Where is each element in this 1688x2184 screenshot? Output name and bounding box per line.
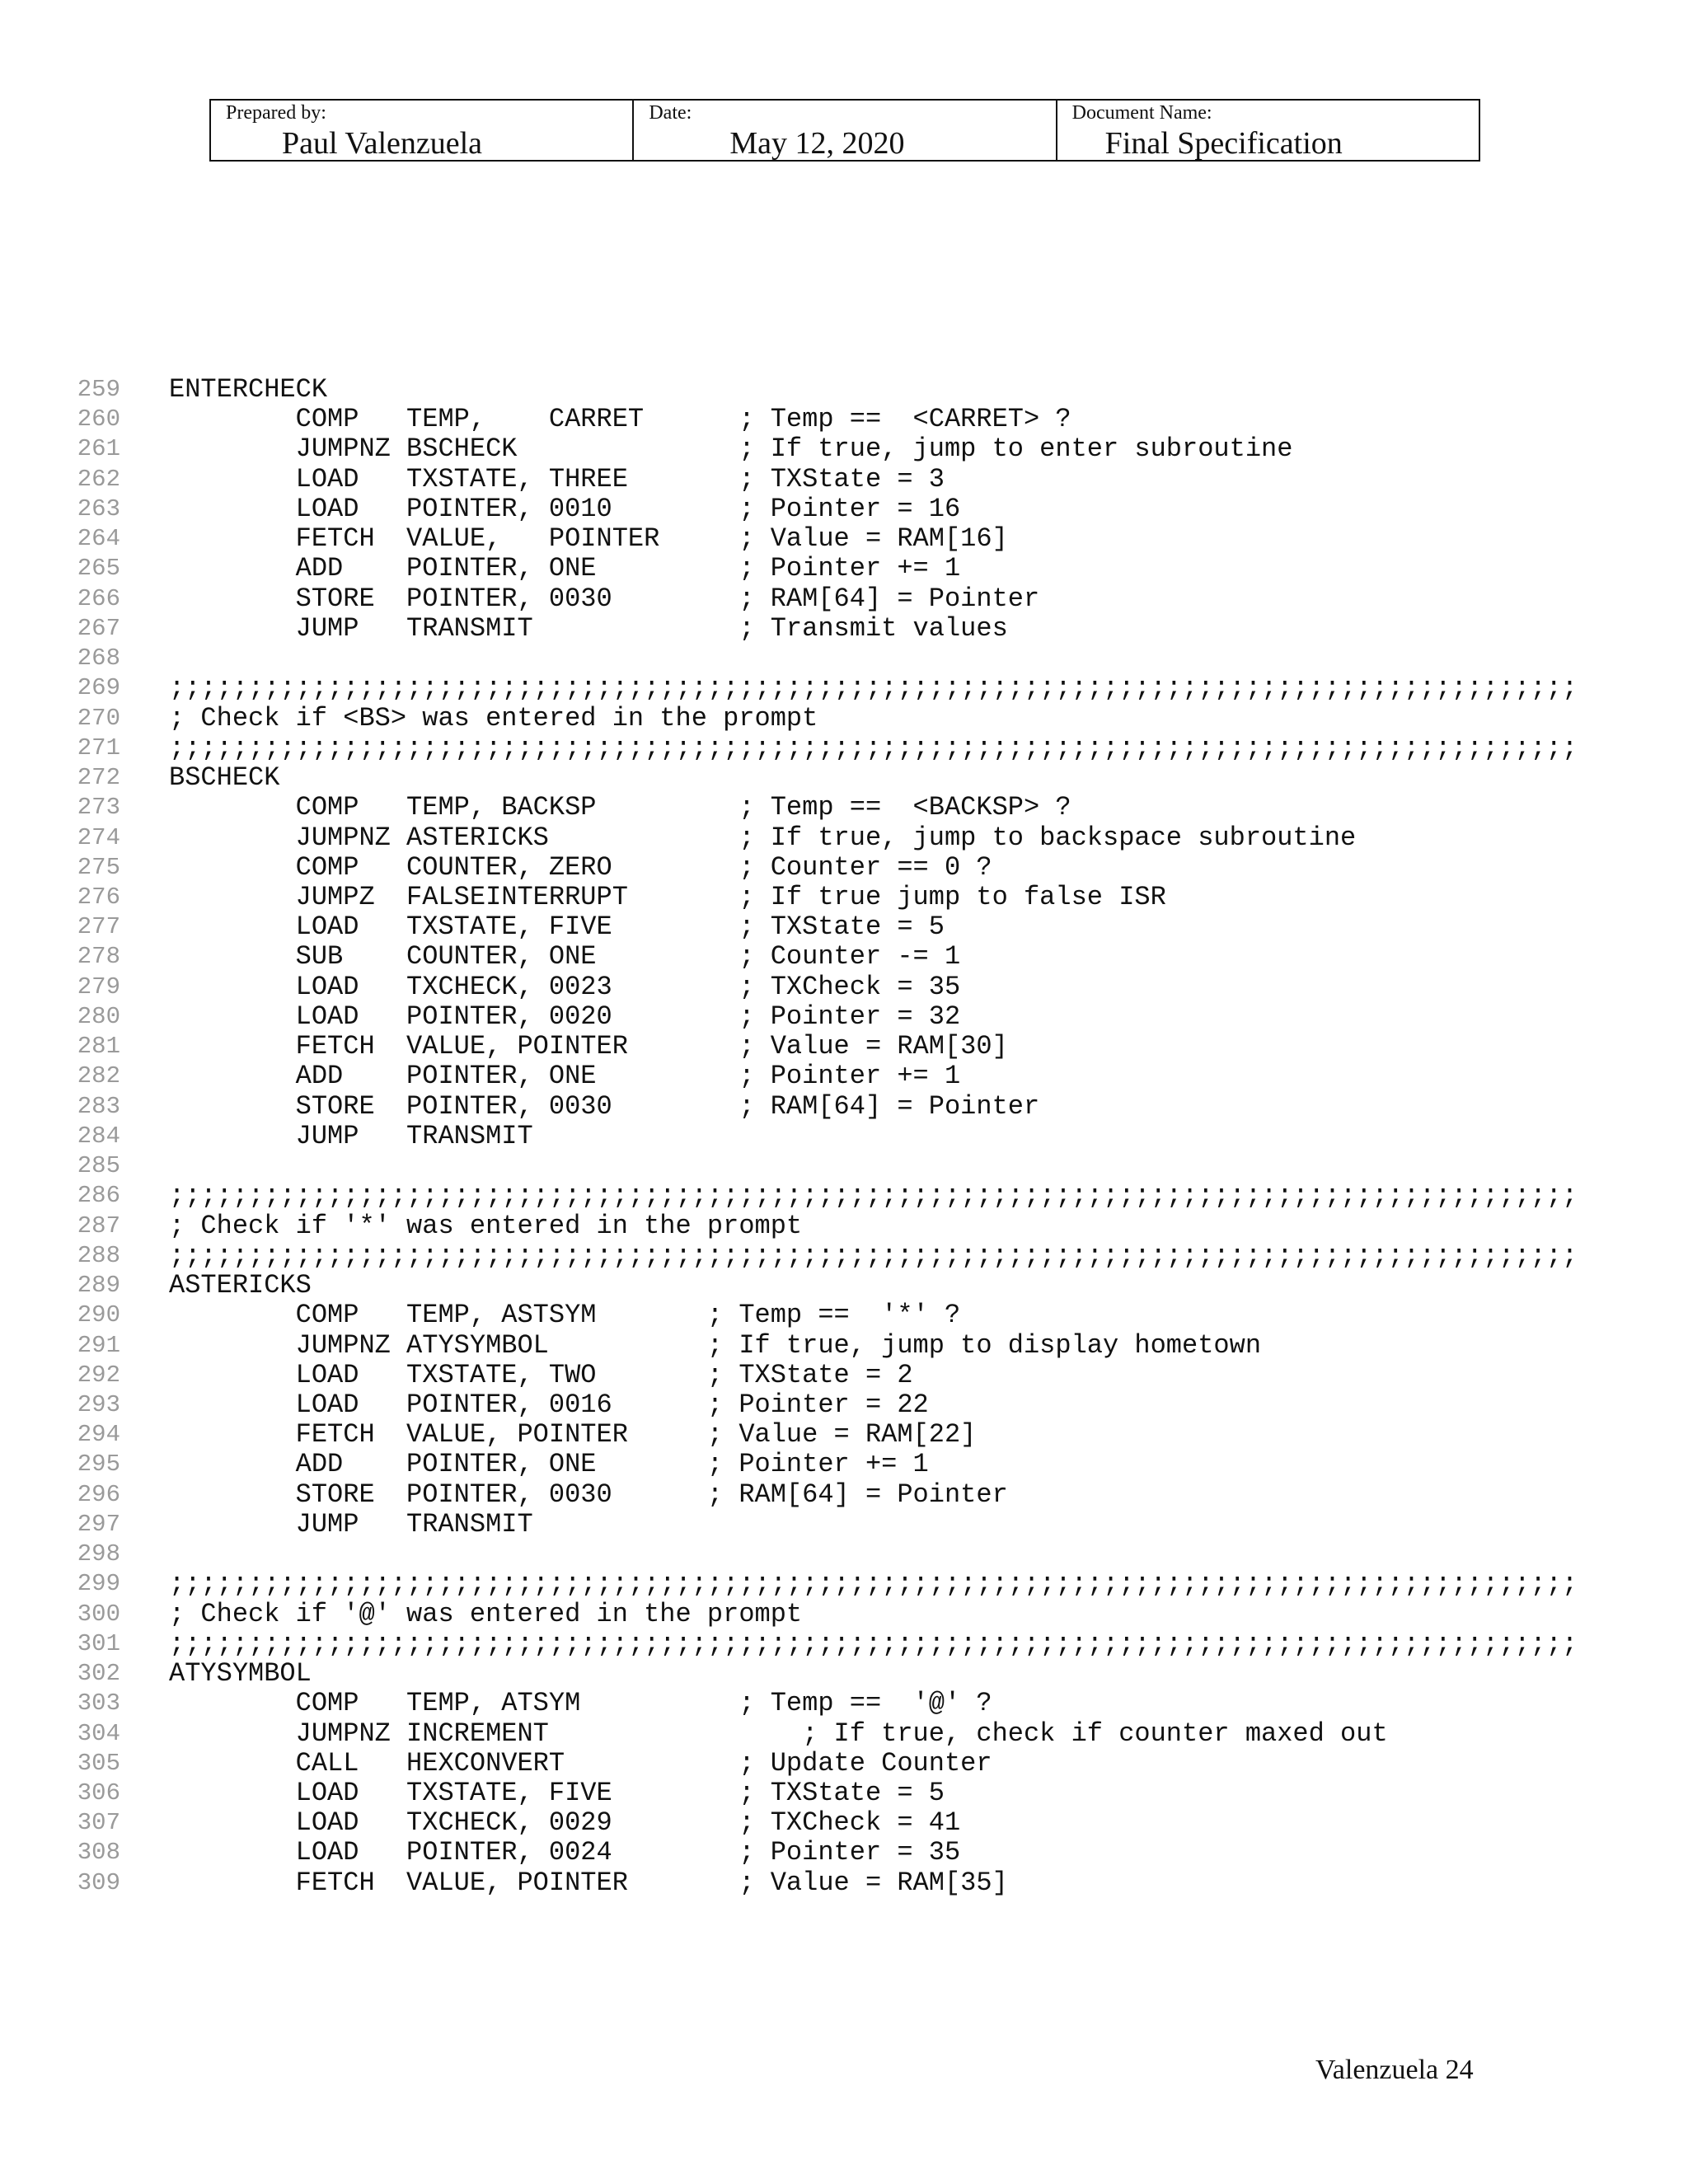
code-line (0, 972, 1688, 1002)
line-number: 292 (77, 1361, 120, 1389)
code-text: LOAD POINTER, 0010 ; Pointer = 16 (169, 493, 961, 524)
line-number: 260 (77, 405, 120, 434)
code-text: COMP TEMP, BACKSP ; Temp == <BACKSP> ? (169, 792, 1071, 823)
line-number: 270 (77, 704, 120, 732)
page-footer: Valenzuela 24 (1315, 2055, 1474, 2085)
code-text: ;;;;;;;;;;;;;;;;;;;;;;;;;;;;;;;;;;;;;;;;;;;;;;;;;;;;;;;;;;;;;;;;;;;;;;;;;;;;;;;;;;;;;;;;; (169, 1180, 1578, 1212)
document-name-label: Document Name: (1071, 102, 1212, 124)
code-line (0, 1629, 1688, 1659)
code-line (0, 1540, 1688, 1569)
code-line (0, 1032, 1688, 1062)
line-number: 293 (77, 1390, 120, 1418)
line-number: 273 (77, 794, 120, 822)
code-line (0, 1122, 1688, 1151)
line-number: 284 (77, 1122, 120, 1150)
line-number: 265 (77, 555, 120, 583)
line-number: 299 (77, 1570, 120, 1598)
code-line (0, 1331, 1688, 1361)
code-text: FETCH VALUE, POINTER ; Value = RAM[22] (169, 1419, 977, 1451)
code-text: JUMP TRANSMIT (169, 1120, 533, 1151)
line-number: 297 (77, 1510, 120, 1538)
line-number: 304 (77, 1719, 120, 1747)
code-text: FETCH VALUE, POINTER ; Value = RAM[35] (169, 1867, 1008, 1898)
line-number: 262 (77, 465, 120, 493)
code-line (0, 1420, 1688, 1450)
line-number: 305 (77, 1749, 120, 1777)
code-text: LOAD TXSTATE, THREE ; TXState = 3 (169, 463, 945, 494)
date-label: Date: (649, 102, 692, 124)
code-line (0, 375, 1688, 405)
code-text: COMP COUNTER, ZERO ; Counter == 0 ? (169, 851, 992, 883)
code-text: FETCH VALUE, POINTER ; Value = RAM[16] (169, 523, 1008, 555)
code-text: BSCHECK (169, 762, 280, 794)
code-text: ATYSYMBOL (169, 1658, 312, 1690)
code-line (0, 823, 1688, 853)
line-number: 287 (77, 1212, 120, 1240)
line-number: 289 (77, 1272, 120, 1300)
code-text: JUMP TRANSMIT ; Transmit values (169, 612, 1008, 644)
code-line (0, 1450, 1688, 1479)
line-number: 301 (77, 1629, 120, 1657)
line-number: 276 (77, 883, 120, 911)
code-text: JUMPZ FALSEINTERRUPT ; If true jump to false ISR (169, 881, 1166, 912)
line-number: 275 (77, 853, 120, 881)
code-line (0, 1092, 1688, 1122)
code-text: ;;;;;;;;;;;;;;;;;;;;;;;;;;;;;;;;;;;;;;;;;;;;;;;;;;;;;;;;;;;;;;;;;;;;;;;;;;;;;;;;;;;;;;;;; (169, 1568, 1578, 1600)
code-line (0, 1749, 1688, 1779)
code-text: FETCH VALUE, POINTER ; Value = RAM[30] (169, 1031, 1008, 1062)
code-text: LOAD POINTER, 0020 ; Pointer = 32 (169, 1001, 961, 1032)
line-number: 266 (77, 584, 120, 612)
code-text: LOAD TXCHECK, 0023 ; TXCheck = 35 (169, 971, 961, 1002)
line-number: 295 (77, 1451, 120, 1479)
line-number: 279 (77, 972, 120, 1001)
line-number: 281 (77, 1033, 120, 1061)
code-line (0, 1271, 1688, 1301)
line-number: 280 (77, 1002, 120, 1030)
code-line (0, 1600, 1688, 1629)
code-listing (0, 375, 1688, 1898)
code-line (0, 1301, 1688, 1330)
code-text: ADD POINTER, ONE ; Pointer += 1 (169, 553, 961, 584)
code-text: ;;;;;;;;;;;;;;;;;;;;;;;;;;;;;;;;;;;;;;;;;;;;;;;;;;;;;;;;;;;;;;;;;;;;;;;;;;;;;;;;;;;;;;;;; (169, 1240, 1578, 1271)
line-number: 268 (77, 644, 120, 673)
line-number: 308 (77, 1839, 120, 1867)
prepared-by-label: Prepared by: (226, 102, 326, 124)
code-text: STORE POINTER, 0030 ; RAM[64] = Pointer (169, 1090, 1040, 1122)
code-line (0, 793, 1688, 823)
date-value: May 12, 2020 (729, 126, 905, 161)
code-line (0, 1390, 1688, 1420)
code-text: LOAD TXCHECK, 0029 ; TXCheck = 41 (169, 1807, 961, 1839)
line-number: 307 (77, 1809, 120, 1837)
code-text: ;;;;;;;;;;;;;;;;;;;;;;;;;;;;;;;;;;;;;;;;;;;;;;;;;;;;;;;;;;;;;;;;;;;;;;;;;;;;;;;;;;;;;;;;; (169, 1628, 1578, 1659)
code-text: JUMPNZ BSCHECK ; If true, jump to enter subroutine (169, 434, 1293, 465)
code-text: LOAD TXSTATE, FIVE ; TXState = 5 (169, 1778, 945, 1809)
code-line (0, 912, 1688, 942)
line-number: 306 (77, 1779, 120, 1807)
code-line (0, 1062, 1688, 1091)
code-line (0, 524, 1688, 554)
code-text: ;;;;;;;;;;;;;;;;;;;;;;;;;;;;;;;;;;;;;;;;;;;;;;;;;;;;;;;;;;;;;;;;;;;;;;;;;;;;;;;;;;;;;;;;; (169, 732, 1578, 763)
line-number: 303 (77, 1690, 120, 1718)
prepared-by-cell (211, 101, 634, 160)
prepared-by-value: Paul Valenzuela (282, 126, 483, 161)
code-text: LOAD TXSTATE, FIVE ; TXState = 5 (169, 912, 945, 943)
code-line (0, 763, 1688, 793)
code-line (0, 1212, 1688, 1241)
document-name-cell (1057, 101, 1479, 160)
line-number: 259 (77, 376, 120, 403)
document-header-table (209, 99, 1480, 162)
code-line (0, 883, 1688, 912)
line-number: 261 (77, 435, 120, 463)
code-line (0, 673, 1688, 703)
line-number: 277 (77, 913, 120, 941)
code-line (0, 1659, 1688, 1689)
code-line (0, 1808, 1688, 1838)
code-line (0, 465, 1688, 494)
code-line (0, 584, 1688, 614)
line-number: 272 (77, 764, 120, 792)
code-line (0, 1510, 1688, 1540)
line-number: 298 (77, 1540, 120, 1568)
code-text: ; Check if '@' was entered in the prompt (169, 1598, 803, 1629)
code-text: STORE POINTER, 0030 ; RAM[64] = Pointer (169, 583, 1040, 614)
code-text: COMP TEMP, CARRET ; Temp == <CARRET> ? (169, 404, 1071, 435)
code-text: ;;;;;;;;;;;;;;;;;;;;;;;;;;;;;;;;;;;;;;;;;;;;;;;;;;;;;;;;;;;;;;;;;;;;;;;;;;;;;;;;;;;;;;;;; (169, 673, 1578, 704)
code-line (0, 614, 1688, 644)
code-line (0, 853, 1688, 883)
code-line (0, 1151, 1688, 1181)
line-number: 300 (77, 1600, 120, 1628)
code-line (0, 942, 1688, 972)
line-number: 296 (77, 1480, 120, 1508)
code-text: SUB COUNTER, ONE ; Counter -= 1 (169, 941, 961, 972)
line-number: 309 (77, 1868, 120, 1896)
code-text: JUMPNZ ATYSYMBOL ; If true, jump to display hometown (169, 1329, 1262, 1361)
code-line (0, 434, 1688, 464)
document-name-value: Final Specification (1104, 126, 1343, 161)
code-line (0, 1361, 1688, 1390)
code-line (0, 405, 1688, 434)
line-number: 291 (77, 1331, 120, 1359)
code-text: LOAD POINTER, 0024 ; Pointer = 35 (169, 1837, 961, 1868)
line-number: 283 (77, 1092, 120, 1120)
code-line (0, 554, 1688, 583)
code-text: LOAD TXSTATE, TWO ; TXState = 2 (169, 1359, 913, 1390)
code-line (0, 1868, 1688, 1898)
line-number: 264 (77, 525, 120, 553)
code-text: ADD POINTER, ONE ; Pointer += 1 (169, 1449, 929, 1480)
code-line (0, 1181, 1688, 1211)
code-line (0, 1779, 1688, 1808)
date-cell (634, 101, 1057, 160)
line-number: 278 (77, 943, 120, 971)
line-number: 286 (77, 1182, 120, 1210)
line-number: 263 (77, 494, 120, 523)
code-line (0, 494, 1688, 524)
code-text: COMP TEMP, ATSYM ; Temp == '@' ? (169, 1688, 992, 1719)
code-line (0, 1838, 1688, 1868)
code-line (0, 1689, 1688, 1718)
code-text: LOAD POINTER, 0016 ; Pointer = 22 (169, 1389, 929, 1420)
code-line (0, 733, 1688, 763)
line-number: 290 (77, 1301, 120, 1329)
code-line (0, 1002, 1688, 1032)
code-line (0, 704, 1688, 733)
code-text: ; Check if '*' was entered in the prompt (169, 1210, 803, 1241)
line-number: 302 (77, 1660, 120, 1688)
code-text: STORE POINTER, 0030 ; RAM[64] = Pointer (169, 1479, 1008, 1510)
code-text: ; Check if <BS> was entered in the prompt (169, 702, 818, 733)
code-line (0, 1241, 1688, 1271)
code-text: JUMP TRANSMIT (169, 1508, 533, 1540)
code-text: COMP TEMP, ASTSYM ; Temp == '*' ? (169, 1300, 961, 1331)
code-text: ASTERICKS (169, 1270, 312, 1301)
code-text: ADD POINTER, ONE ; Pointer += 1 (169, 1061, 961, 1092)
code-line (0, 644, 1688, 673)
line-number: 267 (77, 614, 120, 642)
code-line (0, 1569, 1688, 1599)
line-number: 294 (77, 1421, 120, 1449)
code-text: ENTERCHECK (169, 374, 328, 405)
code-line (0, 1480, 1688, 1510)
line-number: 288 (77, 1241, 120, 1269)
code-text: JUMPNZ ASTERICKS ; If true, jump to backspace subroutine (169, 822, 1357, 853)
line-number: 271 (77, 733, 120, 762)
code-text: CALL HEXCONVERT ; Update Counter (169, 1747, 992, 1779)
line-number: 285 (77, 1152, 120, 1180)
line-number: 269 (77, 674, 120, 702)
code-text: JUMPNZ INCREMENT ; If true, check if counter maxed out (169, 1718, 1388, 1749)
line-number: 282 (77, 1062, 120, 1090)
line-number: 274 (77, 823, 120, 851)
code-line (0, 1719, 1688, 1749)
